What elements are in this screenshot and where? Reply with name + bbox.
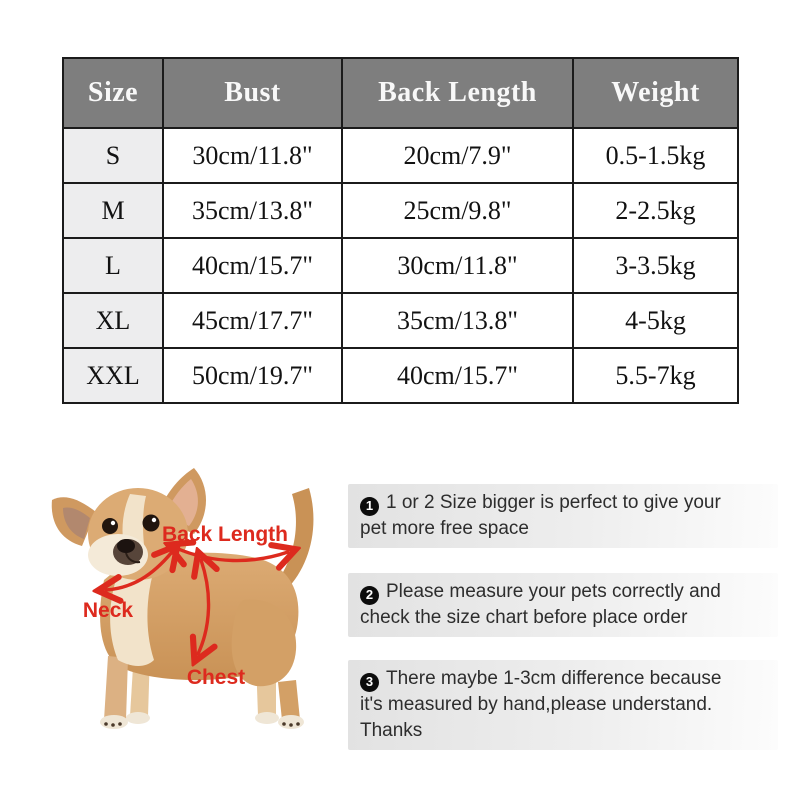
note-line: Thanks: [360, 720, 423, 741]
back-length-label: Back Length: [161, 523, 289, 546]
table-cell-bust: 35cm/13.8": [163, 183, 342, 238]
table-row-s: [63, 128, 738, 183]
table-row-m: [63, 183, 738, 238]
table-cell-size: XL: [63, 293, 163, 348]
note-3: [348, 660, 778, 750]
column-header-weight: Weight: [573, 58, 738, 128]
dog-right-eye: [143, 515, 160, 532]
dog-nose: [117, 539, 135, 553]
table-cell-bust: 45cm/17.7": [163, 293, 342, 348]
table-row-xl: [63, 293, 738, 348]
table-cell-back-length: 35cm/13.8": [342, 293, 573, 348]
note-line: 3 There maybe 1-3cm difference because: [360, 666, 766, 692]
note-number-badge: 3: [360, 673, 379, 692]
table-cell-size: S: [63, 128, 163, 183]
table-cell-back-length: 40cm/15.7": [342, 348, 573, 403]
note-number-badge: 2: [360, 586, 379, 605]
dog-measurement-diagram: [38, 460, 346, 790]
note-line: check the size chart before place order: [360, 607, 688, 628]
table-cell-bust: 30cm/11.8": [163, 128, 342, 183]
note-line: 1 1 or 2 Size bigger is perfect to give your: [360, 490, 766, 516]
table-cell-size: XXL: [63, 348, 163, 403]
note-line: pet more free space: [360, 518, 529, 539]
table-cell-back-length: 25cm/9.8": [342, 183, 573, 238]
table-row-xxl: [63, 348, 738, 403]
dog-front-leg: [104, 656, 128, 720]
table-cell-weight: 5.5-7kg: [573, 348, 738, 403]
neck-label: Neck: [82, 599, 134, 622]
table-cell-weight: 0.5-1.5kg: [573, 128, 738, 183]
chest-label: Chest: [186, 666, 246, 689]
table-cell-back-length: 30cm/11.8": [342, 238, 573, 293]
table-cell-weight: 4-5kg: [573, 293, 738, 348]
note-1: [348, 484, 778, 548]
table-cell-size: M: [63, 183, 163, 238]
note-2: [348, 573, 778, 637]
dog-front-paw: [100, 715, 128, 729]
table-cell-bust: 40cm/15.7": [163, 238, 342, 293]
table-cell-weight: 3-3.5kg: [573, 238, 738, 293]
table-header-row: [63, 58, 738, 128]
dog-rear-leg: [278, 680, 300, 720]
table-cell-back-length: 20cm/7.9": [342, 128, 573, 183]
column-header-back-length: Back Length: [342, 58, 573, 128]
note-line: it's measured by hand,please understand.: [360, 694, 713, 715]
column-header-size: Size: [63, 58, 163, 128]
dog-left-eye: [102, 518, 118, 534]
note-number-badge: 1: [360, 497, 379, 516]
size-chart-table: [62, 57, 739, 404]
table-row-l: [63, 238, 738, 293]
table-cell-weight: 2-2.5kg: [573, 183, 738, 238]
dog-rear-paw: [278, 715, 304, 729]
note-line: 2 Please measure your pets correctly and: [360, 579, 766, 605]
column-header-bust: Bust: [163, 58, 342, 128]
table-cell-size: L: [63, 238, 163, 293]
table-cell-bust: 50cm/19.7": [163, 348, 342, 403]
